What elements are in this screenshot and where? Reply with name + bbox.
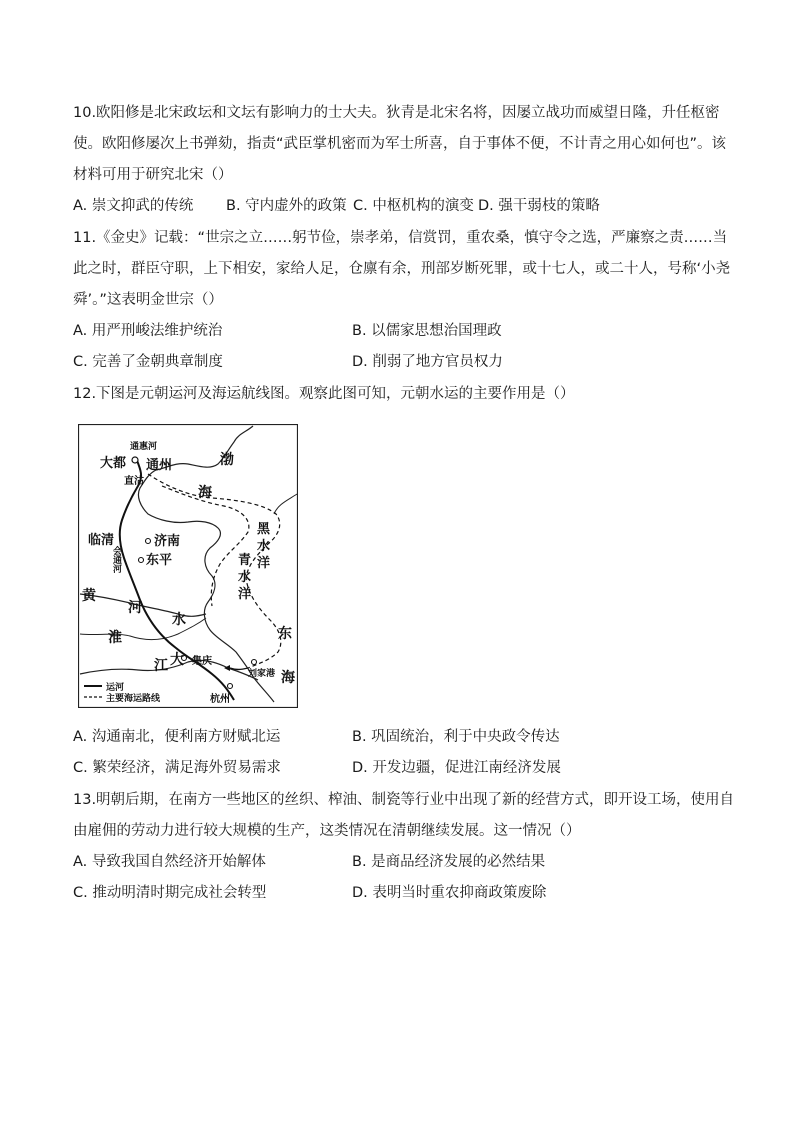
q10-option-c: C. 中枢机构的演变	[353, 198, 474, 214]
label-hai-east: 海	[281, 670, 295, 686]
q11-stem-line-3: 舜’。”这表明金世宗（）	[73, 292, 223, 308]
label-hei-3: 洋	[257, 556, 271, 571]
q13-stem-line-1: 13.明朝后期，在南方一些地区的丝织、榨油、制瓷等行业中出现了新的经营方式，即开设工场，使用自	[73, 792, 735, 808]
label-shui: 水	[172, 612, 186, 628]
q11-option-d: D. 削弱了地方官员权力	[352, 354, 503, 370]
q10-option-d: D. 强干弱枝的策略	[478, 198, 600, 214]
legend-sea-route: 主要海运路线	[106, 694, 161, 704]
q11-option-c: C. 完善了金朝典章制度	[73, 354, 223, 370]
q11-option-b: B. 以儒家思想治国理政	[352, 323, 502, 339]
q12-option-a: A. 沟通南北，便利南方财赋北运	[73, 729, 281, 745]
label-dongping: 东平	[146, 553, 173, 568]
label-tongzhou: 通州	[146, 458, 173, 473]
label-huang: 黄	[82, 588, 96, 604]
q12-option-d: D. 开发边疆，促进江南经济发展	[352, 760, 561, 776]
label-jinan: 济南	[154, 534, 181, 549]
q10-option-b: B. 守内虚外的政策	[226, 198, 347, 214]
label-huai: 淮	[108, 630, 122, 646]
label-jiang: 江	[154, 658, 168, 674]
q13-option-a: A. 导致我国自然经济开始解体	[73, 854, 266, 870]
q10-stem-line-1: 10.欧阳修是北宋政坛和文坛有影响力的士大夫。狄青是北宋名将，因屡立战功而威望日隆，升任枢密	[73, 105, 720, 121]
q13-option-c: C. 推动明清时期完成社会转型	[73, 885, 267, 901]
label-qing-2: 水	[238, 570, 252, 585]
label-tonghuihe: 通惠河	[130, 442, 158, 452]
q11-stem-line-2: 此之时，群臣守职，上下相安，家给人足，仓廪有余，刑部岁断死罪，或十七人，或二十人，号称‘小尧	[73, 261, 731, 277]
label-huitonghe: 会通河	[111, 546, 121, 573]
label-qing-3: 洋	[238, 587, 252, 602]
legend-canal: 运河	[106, 683, 125, 693]
q13-option-d: D. 表明当时重农抑商政策废除	[352, 885, 547, 901]
q10-stem-line-2: 使。欧阳修屡次上书弹劾，指责“武臣掌机密而为军士所喜，自于事体不便，不计青之用心如何也”。该	[73, 136, 727, 152]
label-he: 河	[128, 600, 142, 616]
label-zhigu: 直沽	[124, 476, 144, 487]
label-hei-2: 水	[257, 539, 271, 554]
label-linqing: 临清	[88, 533, 115, 548]
q10-option-a: A. 崇文抑武的传统	[73, 198, 194, 214]
q10-stem-line-3: 材料可用于研究北宋（）	[73, 167, 233, 183]
q12-option-c: C. 繁荣经济，满足海外贸易需求	[73, 760, 281, 776]
label-liujiagang: 刘家港	[248, 669, 276, 679]
q12-stem: 12.下图是元朝运河及海运航线图。观察此图可知，元朝水运的主要作用是（）	[73, 386, 575, 402]
q12-option-b: B. 巩固统治，利于中央政令传达	[352, 729, 560, 745]
q11-stem-line-1: 11.《金史》记载：“世宗之立……躬节俭，崇孝弟，信赏罚，重农桑，慎守令之选，严廉察之责……当	[73, 230, 728, 246]
label-hai-north: 海	[198, 485, 212, 501]
q11-option-a: A. 用严刑峻法维护统治	[73, 323, 223, 339]
label-da: 大	[170, 652, 184, 668]
label-jiqing: 集庆	[192, 656, 212, 667]
label-dong: 东	[278, 626, 292, 642]
q13-stem-line-2: 由雇佣的劳动力进行较大规模的生产，这类情况在清朝继续发展。这一情况（）	[73, 823, 581, 839]
label-dadu: 大都	[100, 456, 127, 471]
label-hei-1: 黑	[257, 522, 271, 537]
yuan-canal-sea-route-map	[78, 424, 298, 708]
label-hangzhou: 杭州	[210, 694, 230, 705]
label-qing-1: 青	[238, 553, 252, 568]
q13-option-b: B. 是商品经济发展的必然结果	[352, 854, 546, 870]
label-bo: 渤	[220, 452, 234, 468]
